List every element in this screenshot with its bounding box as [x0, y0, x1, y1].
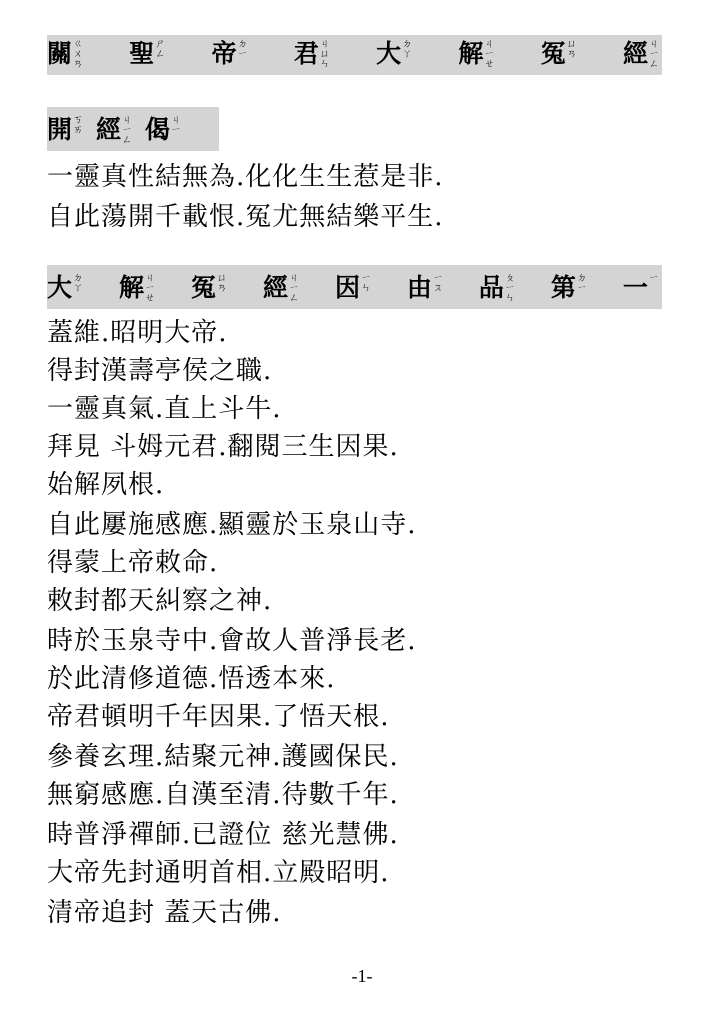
- body-line: 參養玄理.結聚元神.護國保民.: [47, 742, 399, 772]
- body-line: 拜見 斗姆元君.翻閱三生因果.: [47, 432, 399, 462]
- zhuyin-annotation: ㄕ ㄥ: [155, 39, 166, 60]
- body-line: 時於玉泉寺中.會故人普淨長老.: [47, 626, 417, 656]
- zhuyin-annotation: ㄉ ㄧ: [576, 273, 587, 294]
- ruby-character: [96, 114, 135, 146]
- zhuyin-annotation: ㄧ ㄡ: [432, 273, 443, 294]
- hanzi: 經: [262, 273, 288, 302]
- zhuyin-annotation: ㄩ ㄢ: [566, 39, 577, 60]
- ruby-character: [407, 272, 446, 304]
- body-line: 一靈真氣.直上斗牛.: [47, 394, 282, 424]
- zhuyin-annotation: ㄐ ㄩ ㄣ: [319, 39, 330, 70]
- hanzi: 偈: [145, 115, 171, 144]
- body-line: 無窮感應.自漢至清.待數千年.: [47, 780, 399, 810]
- zhuyin-annotation: ㄎ ㄞ: [73, 115, 84, 136]
- body-line: 於此清修道德.悟透本來.: [47, 664, 336, 694]
- hanzi: 聖: [129, 39, 155, 68]
- verse-line: 自此蕩開千載恨.冤尤無結樂平生.: [47, 202, 444, 232]
- hanzi: 經: [622, 39, 648, 68]
- ruby-character: [335, 272, 374, 304]
- body-line: 清帝追封 蓋天古佛.: [47, 898, 282, 928]
- ruby-character: [458, 38, 497, 70]
- hanzi: 開: [47, 115, 73, 144]
- page-title: [47, 38, 662, 70]
- zhuyin-annotation: ㄉ ㄧ: [237, 39, 248, 60]
- ruby-character: [119, 272, 158, 304]
- chapter-heading: [47, 272, 662, 304]
- hanzi: 關: [47, 39, 73, 68]
- ruby-character: [47, 114, 86, 146]
- ruby-character: [294, 38, 333, 70]
- zhuyin-annotation: ㄍ ㄨ ㄢ: [73, 39, 84, 70]
- zhuyin-annotation: ㄉ ㄚ: [402, 39, 413, 60]
- body-line: 自此屢施感應.顯靈於玉泉山寺.: [47, 510, 417, 540]
- ruby-character: [541, 38, 580, 70]
- ruby-character: [47, 272, 86, 304]
- zhuyin-annotation: ㄉ ㄚ: [73, 273, 84, 294]
- zhuyin-annotation: ㄐ ㄧ ㄝ: [484, 39, 495, 70]
- body-line: 敕封都天糾察之神.: [47, 586, 273, 616]
- zhuyin-annotation: ㄐ ㄧ: [171, 115, 182, 136]
- zhuyin-annotation: ㄧ ㄣ: [360, 273, 371, 294]
- hanzi: 品: [478, 273, 504, 302]
- hanzi: 經: [96, 115, 122, 144]
- zhuyin-annotation: ㄐ ㄧ ㄥ: [648, 39, 659, 70]
- body-line: 帝君頓明千年因果.了悟天根.: [47, 702, 390, 732]
- hanzi: 帝: [211, 39, 237, 68]
- hanzi: 大: [376, 39, 402, 68]
- ruby-character: [551, 272, 590, 304]
- page-number: -1-: [351, 966, 373, 986]
- body-line: 蓋維.昭明大帝.: [47, 318, 228, 348]
- zhuyin-annotation: ㄧ: [648, 273, 659, 284]
- ruby-character: [191, 272, 230, 304]
- hanzi: 因: [334, 273, 360, 302]
- hanzi: 君: [293, 39, 319, 68]
- section-heading: [47, 114, 194, 146]
- ruby-character: [212, 38, 251, 70]
- verse-line: 一靈真性結無為.化化生生惹是非.: [47, 162, 444, 192]
- ruby-character: [129, 38, 168, 70]
- body-line: 得封漢壽亭侯之職.: [47, 356, 273, 386]
- ruby-character: [263, 272, 302, 304]
- body-line: 大帝先封通明首相.立殿昭明.: [47, 858, 390, 888]
- hanzi: 一: [622, 273, 648, 302]
- hanzi: 冤: [540, 39, 566, 68]
- hanzi: 冤: [190, 273, 216, 302]
- zhuyin-annotation: ㄐ ㄧ ㄥ: [288, 273, 299, 304]
- body-line: 時普淨禪師.已證位 慈光慧佛.: [47, 820, 399, 850]
- zhuyin-annotation: ㄆ ㄧ ㄣ: [504, 273, 515, 304]
- zhuyin-annotation: ㄩ ㄢ: [216, 273, 227, 294]
- ruby-character: [623, 38, 662, 70]
- hanzi: 第: [550, 273, 576, 302]
- ruby-character: [623, 272, 662, 304]
- ruby-character: [376, 38, 415, 70]
- hanzi: 解: [458, 39, 484, 68]
- hanzi: 解: [118, 273, 144, 302]
- hanzi: 由: [406, 273, 432, 302]
- body-line: 始解夙根.: [47, 470, 165, 500]
- ruby-character: [479, 272, 518, 304]
- ruby-character: [145, 114, 184, 146]
- ruby-character: [47, 38, 86, 70]
- zhuyin-annotation: ㄐ ㄧ ㄝ: [145, 273, 155, 304]
- zhuyin-annotation: ㄐ ㄧ ㄥ: [122, 115, 133, 146]
- body-line: 得蒙上帝敕命.: [47, 548, 219, 578]
- hanzi: 大: [47, 273, 73, 302]
